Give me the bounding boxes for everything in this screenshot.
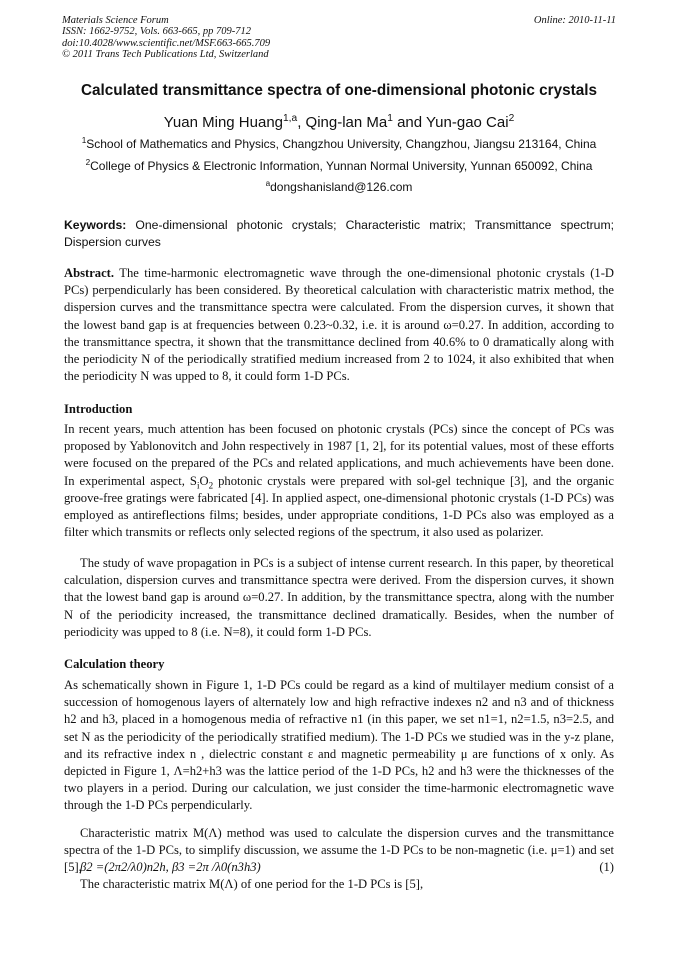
theory-paragraph-1: As schematically shown in Figure 1, 1-D PCs could be regard as a kind of multilayer medium consist of a succession of homogenous layers of alternately low and high refractive indexes n2 and n3 and of thickness h2 and h3, placed in a homogenous media of refractive n1 (in this paper, we set n1=1, n2=1.5, n3=2.5, and set N as the periodicity of the periodically stratified medium). The 1-D PCs we studied was in the y-z plane, and its refractive index n , dielectric constant ε and magnetic permeability μ are functions of x only. As depicted in Figure 1, Λ=h2+h3 was the lattice period of the 1-D PCs, h2 and h3 were the thicknesses of the two players in a period. During our calculation, we just consider the time-harmonic electromagnetic wave through the 1-D PCs perpendicularly. (64, 678, 614, 813)
author-name: Yun-gao Cai (426, 114, 509, 131)
affiliation-text: College of Physics & Electronic Information, Yunnan Normal University, Yunnan 650092, China (90, 159, 593, 173)
author-email (0, 180, 678, 194)
author-superscript: 1,a (283, 113, 298, 124)
affiliation-text: School of Mathematics and Physics, Changzhou University, Changzhou, Jiangsu 213164, China (86, 137, 597, 151)
affiliation-marker: 2 (85, 158, 91, 167)
author-superscript: 2 (508, 113, 515, 124)
keywords-text: One-dimensional photonic crystals; Characteristic matrix; Transmittance spectrum; Dispersion curves (64, 218, 614, 249)
copyright-line: © 2011 Trans Tech Publications Ltd, Switzerland (62, 49, 269, 61)
affiliation-2 (0, 159, 678, 173)
online-date: Online: 2010-11-11 (533, 15, 616, 26)
intro-paragraph-1 (64, 421, 614, 541)
author-list (0, 114, 678, 131)
theory-paragraph-3 (64, 876, 614, 893)
affiliation-marker: 1 (81, 136, 87, 145)
intro-p1-subscript: i (196, 480, 200, 491)
intro-p1-part: photonic crystals were prepared with sol-gel technique [3], and the organic groove-free gratings were fabricated [4]. In applied aspect, one-dimensional photonic crystals (1-D PCs) was employed as antireflections films; besides, under appropriate conditions, 1-D PCs also was employed as a filter which transmits or reflects only selected regions of the spectrum, it also used as polarizer. (64, 473, 615, 540)
email-marker: a (265, 179, 271, 188)
intro-paragraph-2 (64, 555, 614, 641)
author-name: Qing-lan Ma (305, 114, 388, 131)
doi-line: doi:10.4028/www.scientific.net/MSF.663-665.709 (62, 37, 271, 49)
intro-p2-text: The study of wave propagation in PCs is a subject of intense current research. In this paper, by theoretical calculation, dispersion curves and transmittance spectra were derived. From the dispersion curves, it shown that the lowest band gap is around ω=0.27. In addition, by the transmittance spectra, along with the number N of the periodicity increased, the transmittance declined dramatically. Besides, when the number of periodicity was upped to 8 (i.e. N=8), it could form 1-D PCs. (64, 556, 614, 639)
equation-number: (1) (599, 860, 614, 874)
theory-p3-text: The characteristic matrix M(Λ) of one period for the 1-D PCs is [5], (80, 877, 424, 891)
abstract-label: Abstract. (64, 266, 115, 280)
author-name: Yuan Ming Huang (163, 114, 284, 131)
intro-p1-part: O (199, 473, 209, 488)
equation-1 (64, 859, 614, 876)
intro-p1-subscript: 2 (208, 480, 214, 491)
intro-p1-part: In recent years, much attention has been focused on photonic crystals (PCs) since the concept of PCs was proposed by Yablonovitch and John respectively in 1987 [1, 2], for its potential values, most of these efforts were focused on the prepared of the PCs and related applications, and much achievements have been done. In experimental aspect, S (64, 422, 614, 488)
theory-p2-text: Characteristic matrix M(Λ) method was used to calculate the dispersion curves and the transmittance spectra of the 1-D PCs, to simplify discussion, we assume the 1-D PCs to be non-magnetic (i.e. μ=1) and set [5], (64, 826, 614, 875)
section-heading-calculation-theory: Calculation theory (64, 657, 165, 671)
keywords (64, 217, 614, 250)
issn-line: ISSN: 1662-9752, Vols. 663-665, pp 709-712 (62, 26, 251, 38)
abstract-text: The time-harmonic electromagnetic wave through the one-dimensional photonic crystals (1-D PCs) perpendicularly has been considered. By theoretical calculation with characteristic matrix method, the dispersion curves and the transmittance spectra were calculated. From the dispersion curves, it shown that the lowest band gap is at frequencies between 0.23~0.32, i.e. it is around ω=0.27. In addition, according to the transmittance spectra, it shown that the transmittance declined from 40.6% to 0 dramatically along with the periodicity N of the periodically stratified medium increased from 2 to 1024, it also exhibited that when the periodicity N was upped to 8, it could form 1-D PCs. (64, 266, 614, 384)
paper-title: Calculated transmittance spectra of one-dimensional photonic crystals (81, 82, 597, 99)
email-text: dongshanisland@126.com (270, 180, 413, 194)
journal-name: Materials Science Forum (62, 15, 169, 26)
author-separator: , (297, 114, 306, 131)
author-superscript: 1 (387, 113, 393, 124)
journal-header (62, 15, 616, 61)
section-heading-introduction: Introduction (64, 402, 133, 416)
abstract (64, 265, 614, 385)
keywords-label: Keywords: (64, 218, 127, 232)
author-separator: and (392, 114, 426, 131)
equation-body: β2 =(2π2/λ0)n2h, β3 =2π /λ0(n3h3) (80, 860, 261, 874)
affiliation-1 (0, 137, 678, 151)
